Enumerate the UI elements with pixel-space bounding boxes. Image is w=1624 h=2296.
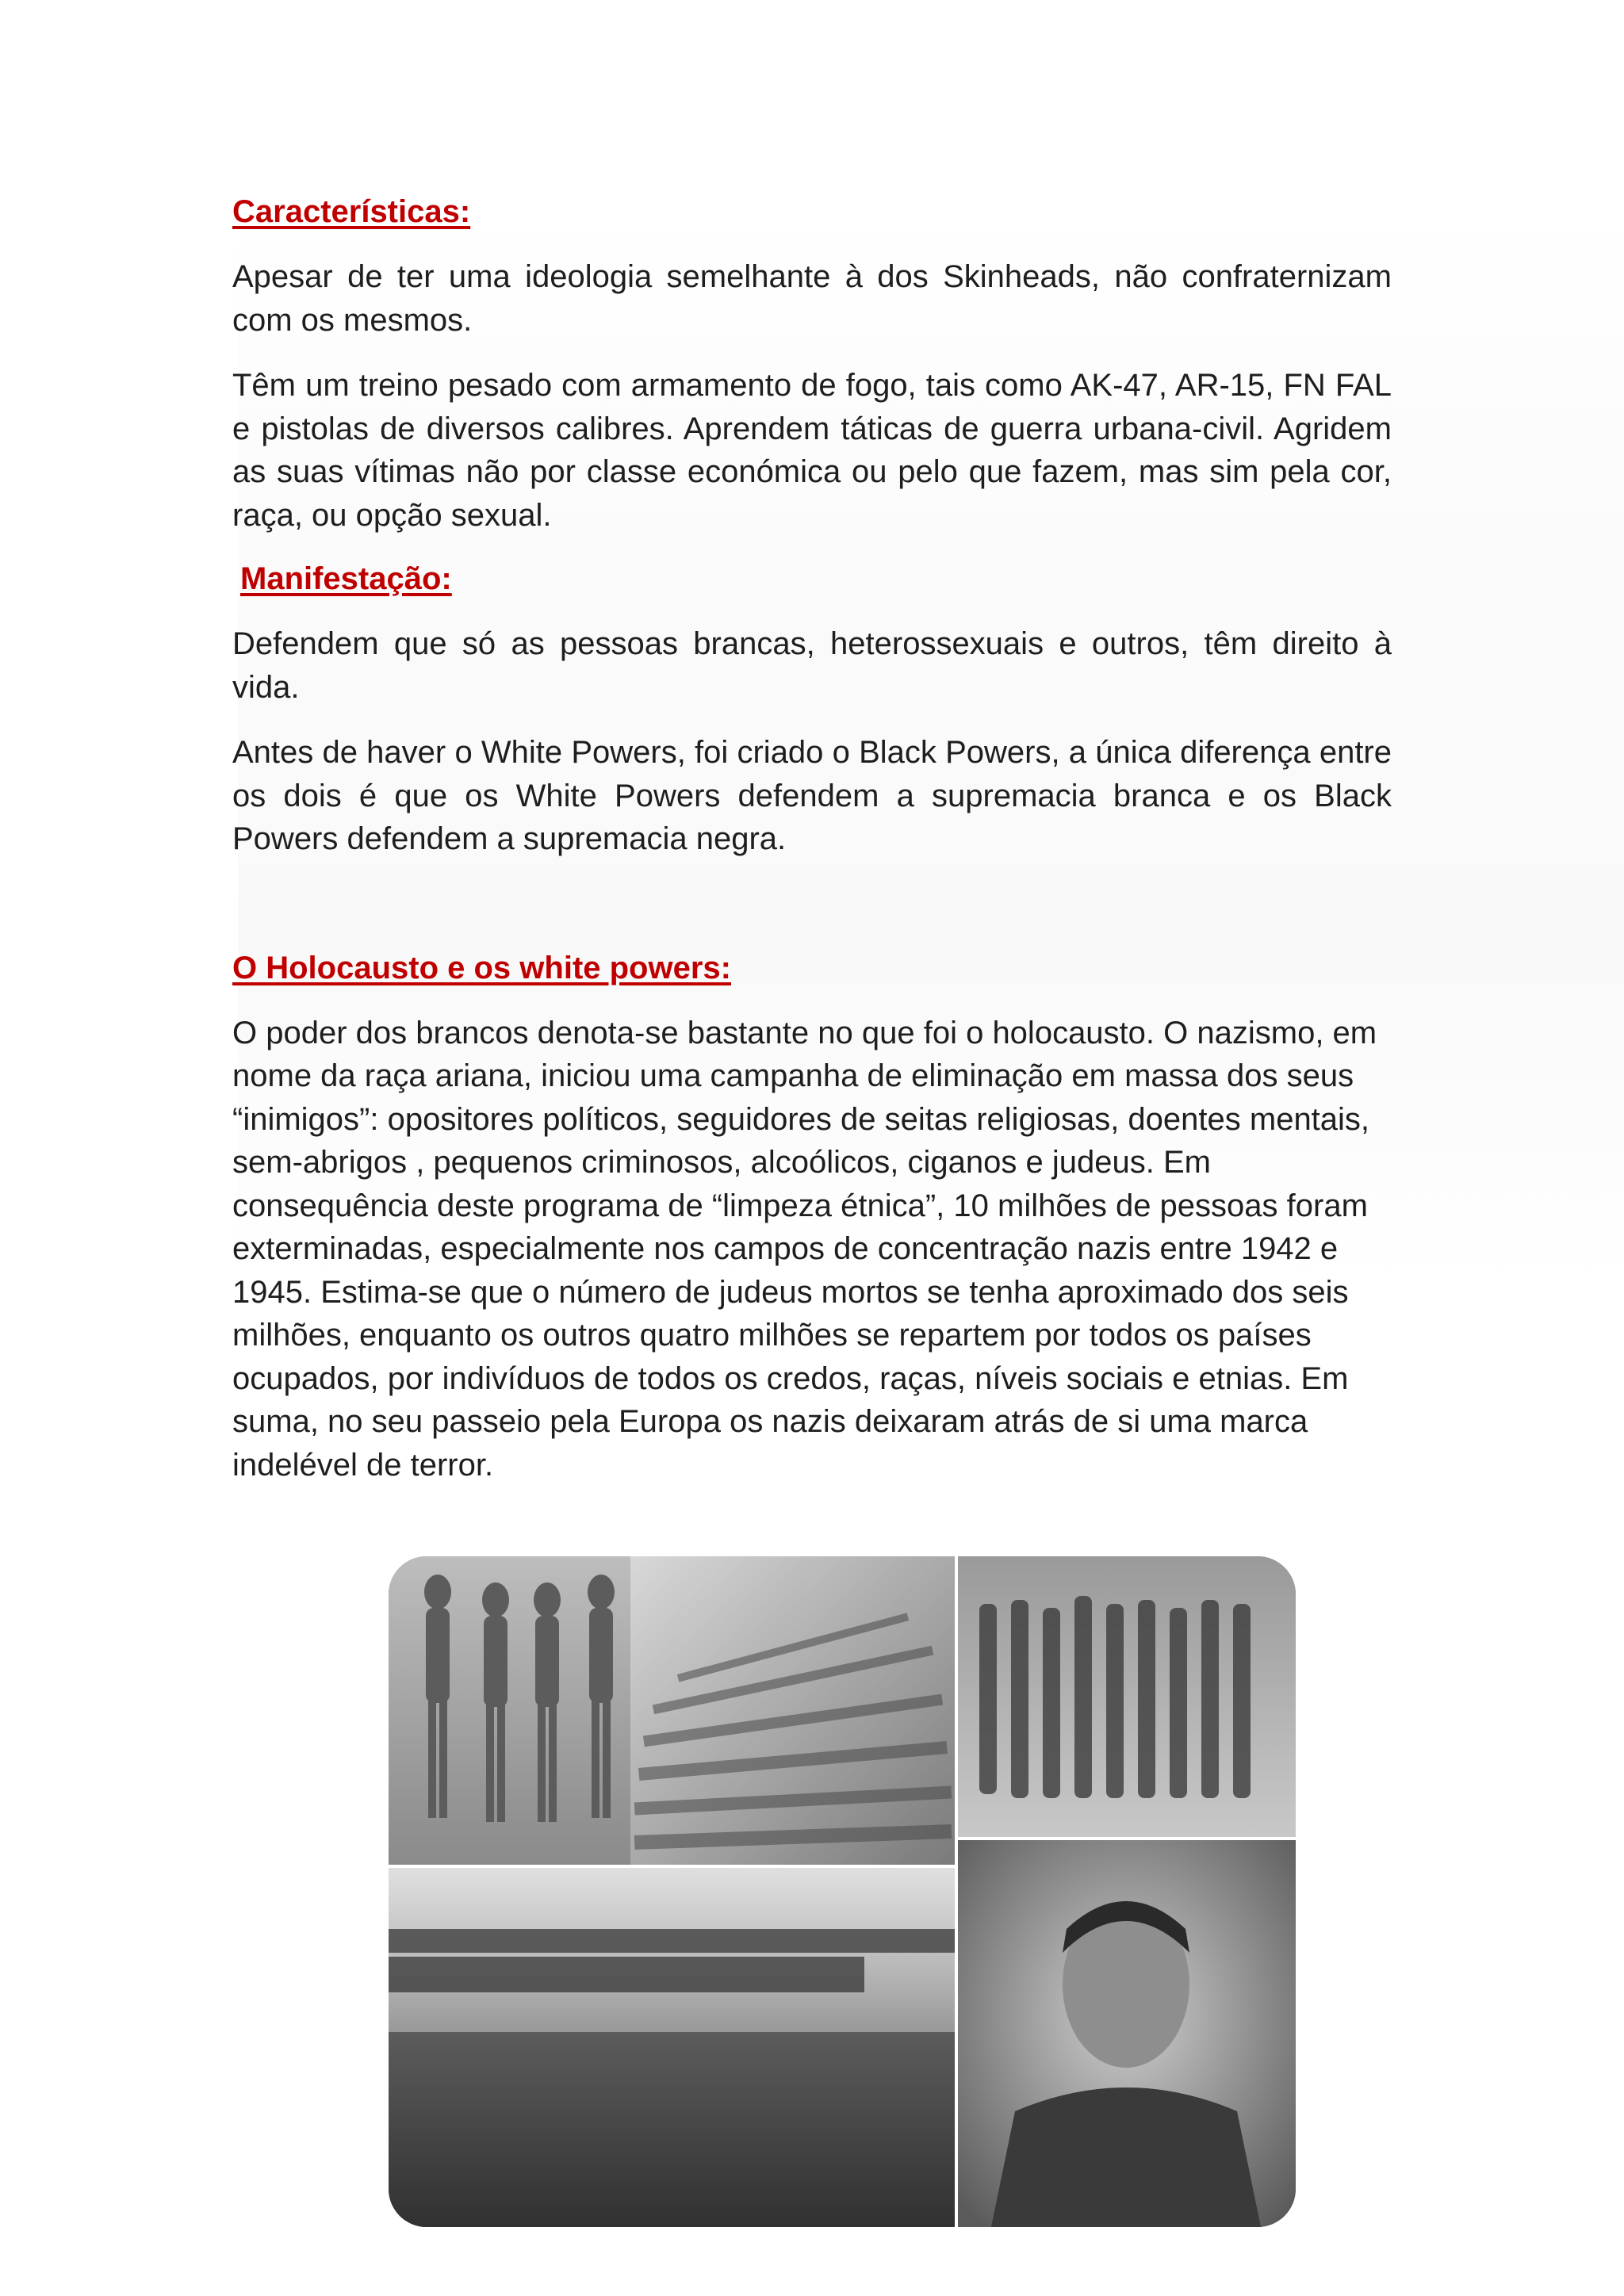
holocaust-photo-collage	[389, 1556, 1296, 2227]
document-body	[232, 190, 1392, 1487]
paragraph-treino: Têm um treino pesado com armamento de fogo, tais como AK-47, AR-15, FN FAL e pistolas de diversos calibres. Aprendem táticas de guerra urbana-civil. Agridem as suas vítimas não por classe económica ou pelo que fazem, mas sim pela cor, raça, ou opção sexual.	[232, 368, 1392, 533]
paragraph-defendem: Defendem que só as pessoas brancas, heterossexuais e outros, têm direito à vida.	[232, 626, 1392, 705]
paragraph-ideologia: Apesar de ter uma ideologia semelhante à dos Skinheads, não confraternizam com os mesmos.	[232, 259, 1392, 338]
photo-field	[389, 1867, 956, 2227]
heading-holocausto: O Holocausto e os white powers:	[232, 950, 731, 985]
photo-pile	[630, 1556, 956, 1866]
photo-prisoners	[957, 1556, 1296, 1838]
heading-manifestacao: Manifestação:	[240, 561, 452, 596]
paragraph-holocausto: O poder dos brancos denota-se bastante no que foi o holocausto. O nazismo, em nome da raça ariana, iniciou uma campanha de eliminação em massa dos seus “inimigos”: opositores políticos, seguidores de seitas religiosas, doentes mentais, sem-abrigos , pequenos criminosos, alcoólicos, ciganos e judeus. Em consequência deste programa de “limpeza étnica”, 10 milhões de pessoas foram exterminadas, especialmente nos campos de concentração nazis entre 1942 e 1945. Estima-se que o número de judeus mortos se tenha aproximado dos seis milhões, enquanto os outros quatro milhões se repartem por todos os países ocupados, por indivíduos de todos os credos, raças, níveis sociais e etnias. Em suma, no seu passeio pela Europa os nazis deixaram atrás de si uma marca indelével de terror.	[232, 1015, 1377, 1483]
paragraph-black-powers: Antes de haver o White Powers, foi criado o Black Powers, a única diferença entre os dois é que os White Powers defendem a supremacia branca e os Black Powers defendem a supremacia negra.	[232, 735, 1392, 856]
heading-caracteristicas: Características:	[232, 194, 471, 229]
photo-portrait	[957, 1839, 1296, 2227]
photo-children	[389, 1556, 630, 1866]
